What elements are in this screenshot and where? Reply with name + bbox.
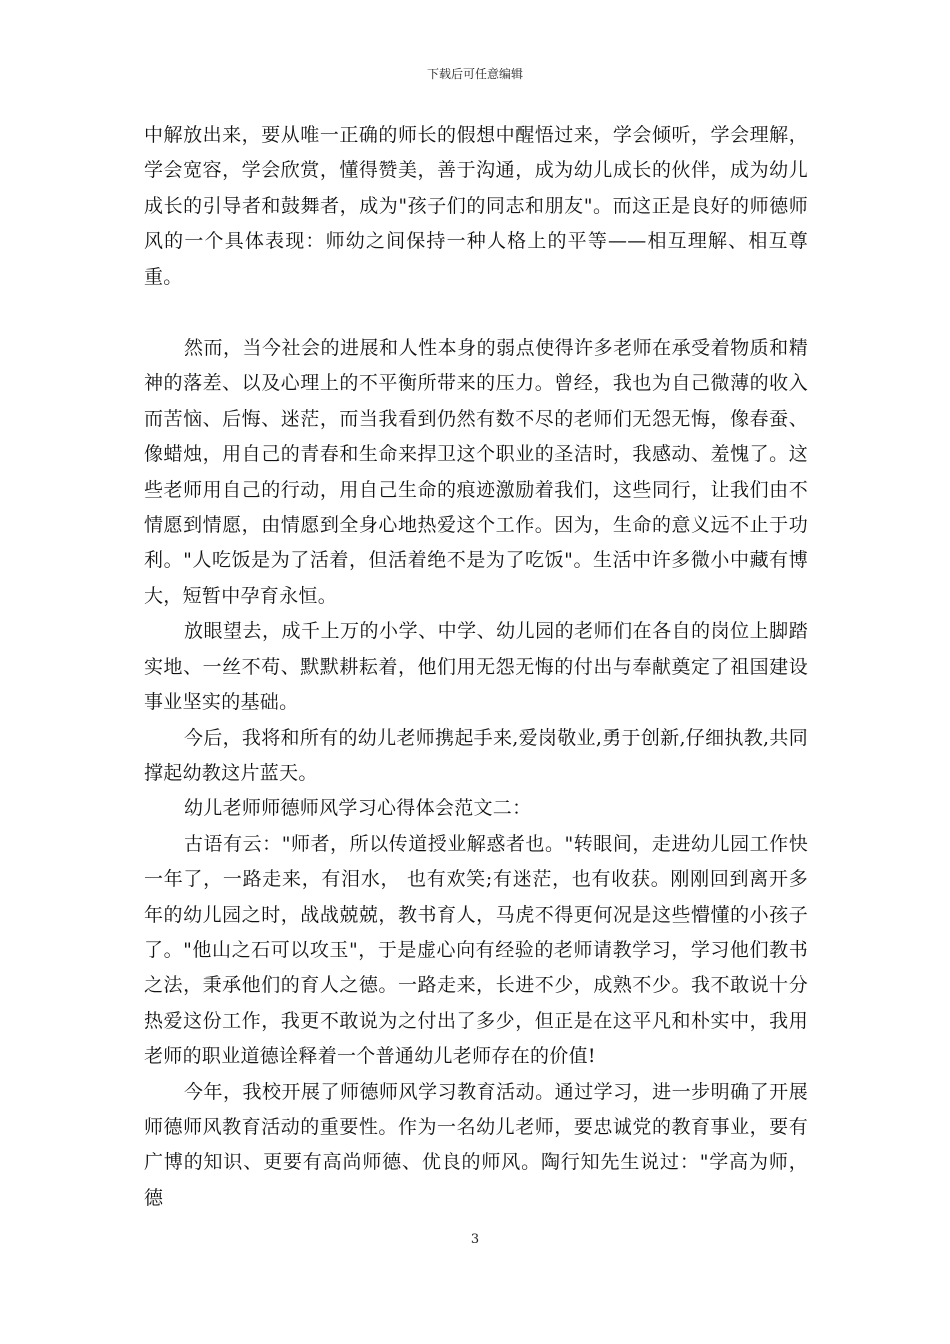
paragraph-1: 中解放出来，要从唯一正确的师长的假想中醒悟过来，学会倾听，学会理解，学会宽容，学会欣赏，懂得赞美，善于沟通，成为幼儿成长的伙伴，成为幼儿成长的引导者和鼓舞者，成为"孩子们的同志和朋友"。而这正是良好的师德师风的一个具体表现：师幼之间保持一种人格上的平等——相互理解、相互尊重。 [144,124,808,288]
page-number: 3 [470,1232,480,1247]
paragraph-6: 今年，我校开展了师德师风学习教育活动。通过学习，进一步明确了开展师德师风教育活动的重要性。作为一名幼儿老师，要忠诚党的教育事业，要有广博的知识、更要有高尚师德、优良的师风。陶行知先生说过："学高为师，德 [144,1080,808,1209]
section-heading: 幼儿老师师德师风学习心得体会范文二： [184,797,532,820]
paragraph-3: 放眼望去，成千上万的小学、中学、幼儿园的老师们在各自的岗位上脚踏实地、一丝不苟、默默耕耘着，他们用无怨无悔的付出与奉献奠定了祖国建设事业坚实的基础。 [144,620,808,714]
page-header: 下载后可任意编辑 [426,67,523,81]
paragraph-5: 古语有云："师者，所以传道授业解惑者也。"转眼间，走进幼儿园工作快一年了，一路走来，有泪水， 也有欢笑;有迷茫，也有收获。刚刚回到离开多年的幼儿园之时，战战兢兢，教书育人，马虎不得更何况是这些懵懂的小孩子了。"他山之石可以攻玉"，于是虚心向有经验的老师请教学习，学习他们教书之法，秉承他们的育人之德。一路走来，长进不少，成熟不少。我不敢说十分热爱这份工作，我更不敢说为之付出了多少，但正是在这平凡和朴实中，我用老师的职业道德诠释着一个普通幼儿老师存在的价值! [144,832,808,1068]
document-body [144,118,808,1216]
paragraph-4: 今后，我将和所有的幼儿老师携起手来,爱岗敬业,勇于创新,仔细执教,共同撑起幼教这片蓝天。 [144,726,808,784]
paragraph-2: 然而，当今社会的进展和人性本身的弱点使得许多老师在承受着物质和精神的落差、以及心理上的不平衡所带来的压力。曾经，我也为自己微薄的收入而苦恼、后悔、迷茫，而当我看到仍然有数不尽的老师们无怨无悔，像春蚕、像蜡烛，用自己的青春和生命来捍卫这个职业的圣洁时，我感动、羞愧了。这些老师用自己的行动，用自己生命的痕迹激励着我们，这些同行，让我们由不情愿到情愿，由情愿到全身心地热爱这个工作。因为，生命的意义远不止于功利。"人吃饭是为了活着，但活着绝不是为了吃饭"。生活中许多微小中藏有博大，短暂中孕育永恒。 [144,337,808,607]
